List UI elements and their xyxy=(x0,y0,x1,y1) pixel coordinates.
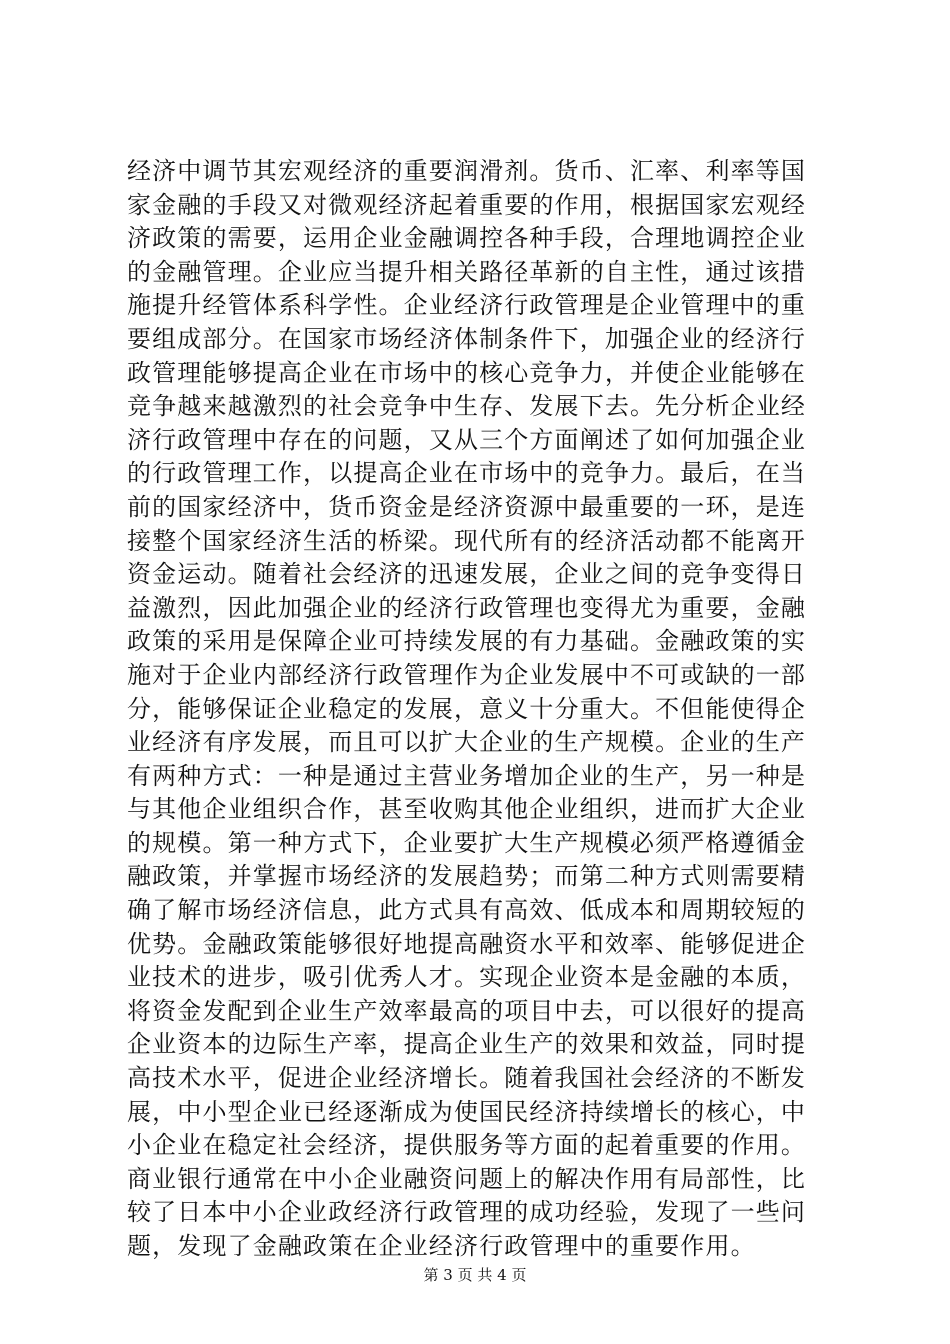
text-line: 竞争越来越激烈的社会竞争中生存、发展下去。先分析企业经 xyxy=(127,392,807,421)
text-line: 与其他企业组织合作，甚至收购其他企业组织，进而扩大企业 xyxy=(127,795,807,824)
text-line: 融政策，并掌握市场经济的发展趋势；而第二种方式则需要精 xyxy=(127,862,807,891)
text-line: 政管理能够提高企业在市场中的核心竞争力，并使企业能够在 xyxy=(127,358,807,387)
text-line: 施提升经管体系科学性。企业经济行政管理是企业管理中的重 xyxy=(127,291,807,320)
text-line: 业经济有序发展，而且可以扩大企业的生产规模。企业的生产 xyxy=(127,728,807,757)
text-line: 的金融管理。企业应当提升相关路径革新的自主性，通过该措 xyxy=(127,257,807,286)
text-line: 确了解市场经济信息，此方式具有高效、低成本和周期较短的 xyxy=(127,896,807,925)
text-line: 的行政管理工作，以提高企业在市场中的竞争力。最后，在当 xyxy=(127,459,807,488)
text-line: 家金融的手段又对微观经济起着重要的作用，根据国家宏观经 xyxy=(127,190,807,219)
text-line: 分，能够保证企业稳定的发展，意义十分重大。不但能使得企 xyxy=(127,694,807,723)
text-line: 小企业在稳定社会经济，提供服务等方面的起着重要的作用。 xyxy=(127,1131,807,1160)
text-line: 有两种方式：一种是通过主营业务增加企业的生产，另一种是 xyxy=(127,761,807,790)
text-line: 高技术水平，促进企业经济增长。随着我国社会经济的不断发 xyxy=(127,1064,807,1093)
text-line: 要组成部分。在国家市场经济体制条件下，加强企业的经济行 xyxy=(127,324,807,353)
text-line: 济政策的需要，运用企业金融调控各种手段，合理地调控企业 xyxy=(127,224,807,253)
text-line: 资金运动。随着社会经济的迅速发展，企业之间的竞争变得日 xyxy=(127,560,807,589)
text-line: 将资金发配到企业生产效率最高的项目中去，可以很好的提高 xyxy=(127,996,807,1025)
text-line: 济行政管理中存在的问题，又从三个方面阐述了如何加强企业 xyxy=(127,425,807,454)
body-text xyxy=(127,155,827,1264)
text-line: 益激烈，因此加强企业的经济行政管理也变得尤为重要，金融 xyxy=(127,593,807,622)
text-line: 前的国家经济中，货币资金是经济资源中最重要的一环，是连 xyxy=(127,492,807,521)
text-line: 较了日本中小企业政经济行政管理的成功经验，发现了一些问 xyxy=(127,1198,807,1227)
text-line: 优势。金融政策能够很好地提高融资水平和效率、能够促进企 xyxy=(127,929,807,958)
text-line: 政策的采用是保障企业可持续发展的有力基础。金融政策的实 xyxy=(127,627,807,656)
text-line: 经济中调节其宏观经济的重要润滑剂。货币、汇率、利率等国 xyxy=(127,157,807,185)
page-footer: 第 3 页 共 4 页 xyxy=(423,1266,527,1284)
text-line: 企业资本的边际生产率，提高企业生产的效果和效益，同时提 xyxy=(127,1030,807,1059)
text-line: 的规模。第一种方式下，企业要扩大生产规模必须严格遵循金 xyxy=(127,828,807,857)
text-line: 业技术的进步，吸引优秀人才。实现企业资本是金融的本质， xyxy=(127,963,807,992)
text-line: 展，中小型企业已经逐渐成为使国民经济持续增长的核心，中 xyxy=(127,1097,807,1126)
text-line: 接整个国家经济生活的桥梁。现代所有的经济活动都不能离开 xyxy=(127,526,807,555)
text-line: 商业银行通常在中小企业融资问题上的解决作用有局部性，比 xyxy=(127,1164,807,1193)
text-line: 题，发现了金融政策在企业经济行政管理中的重要作用。 xyxy=(127,1232,756,1260)
text-line: 施对于企业内部经济行政管理作为企业发展中不可或缺的一部 xyxy=(127,660,807,689)
